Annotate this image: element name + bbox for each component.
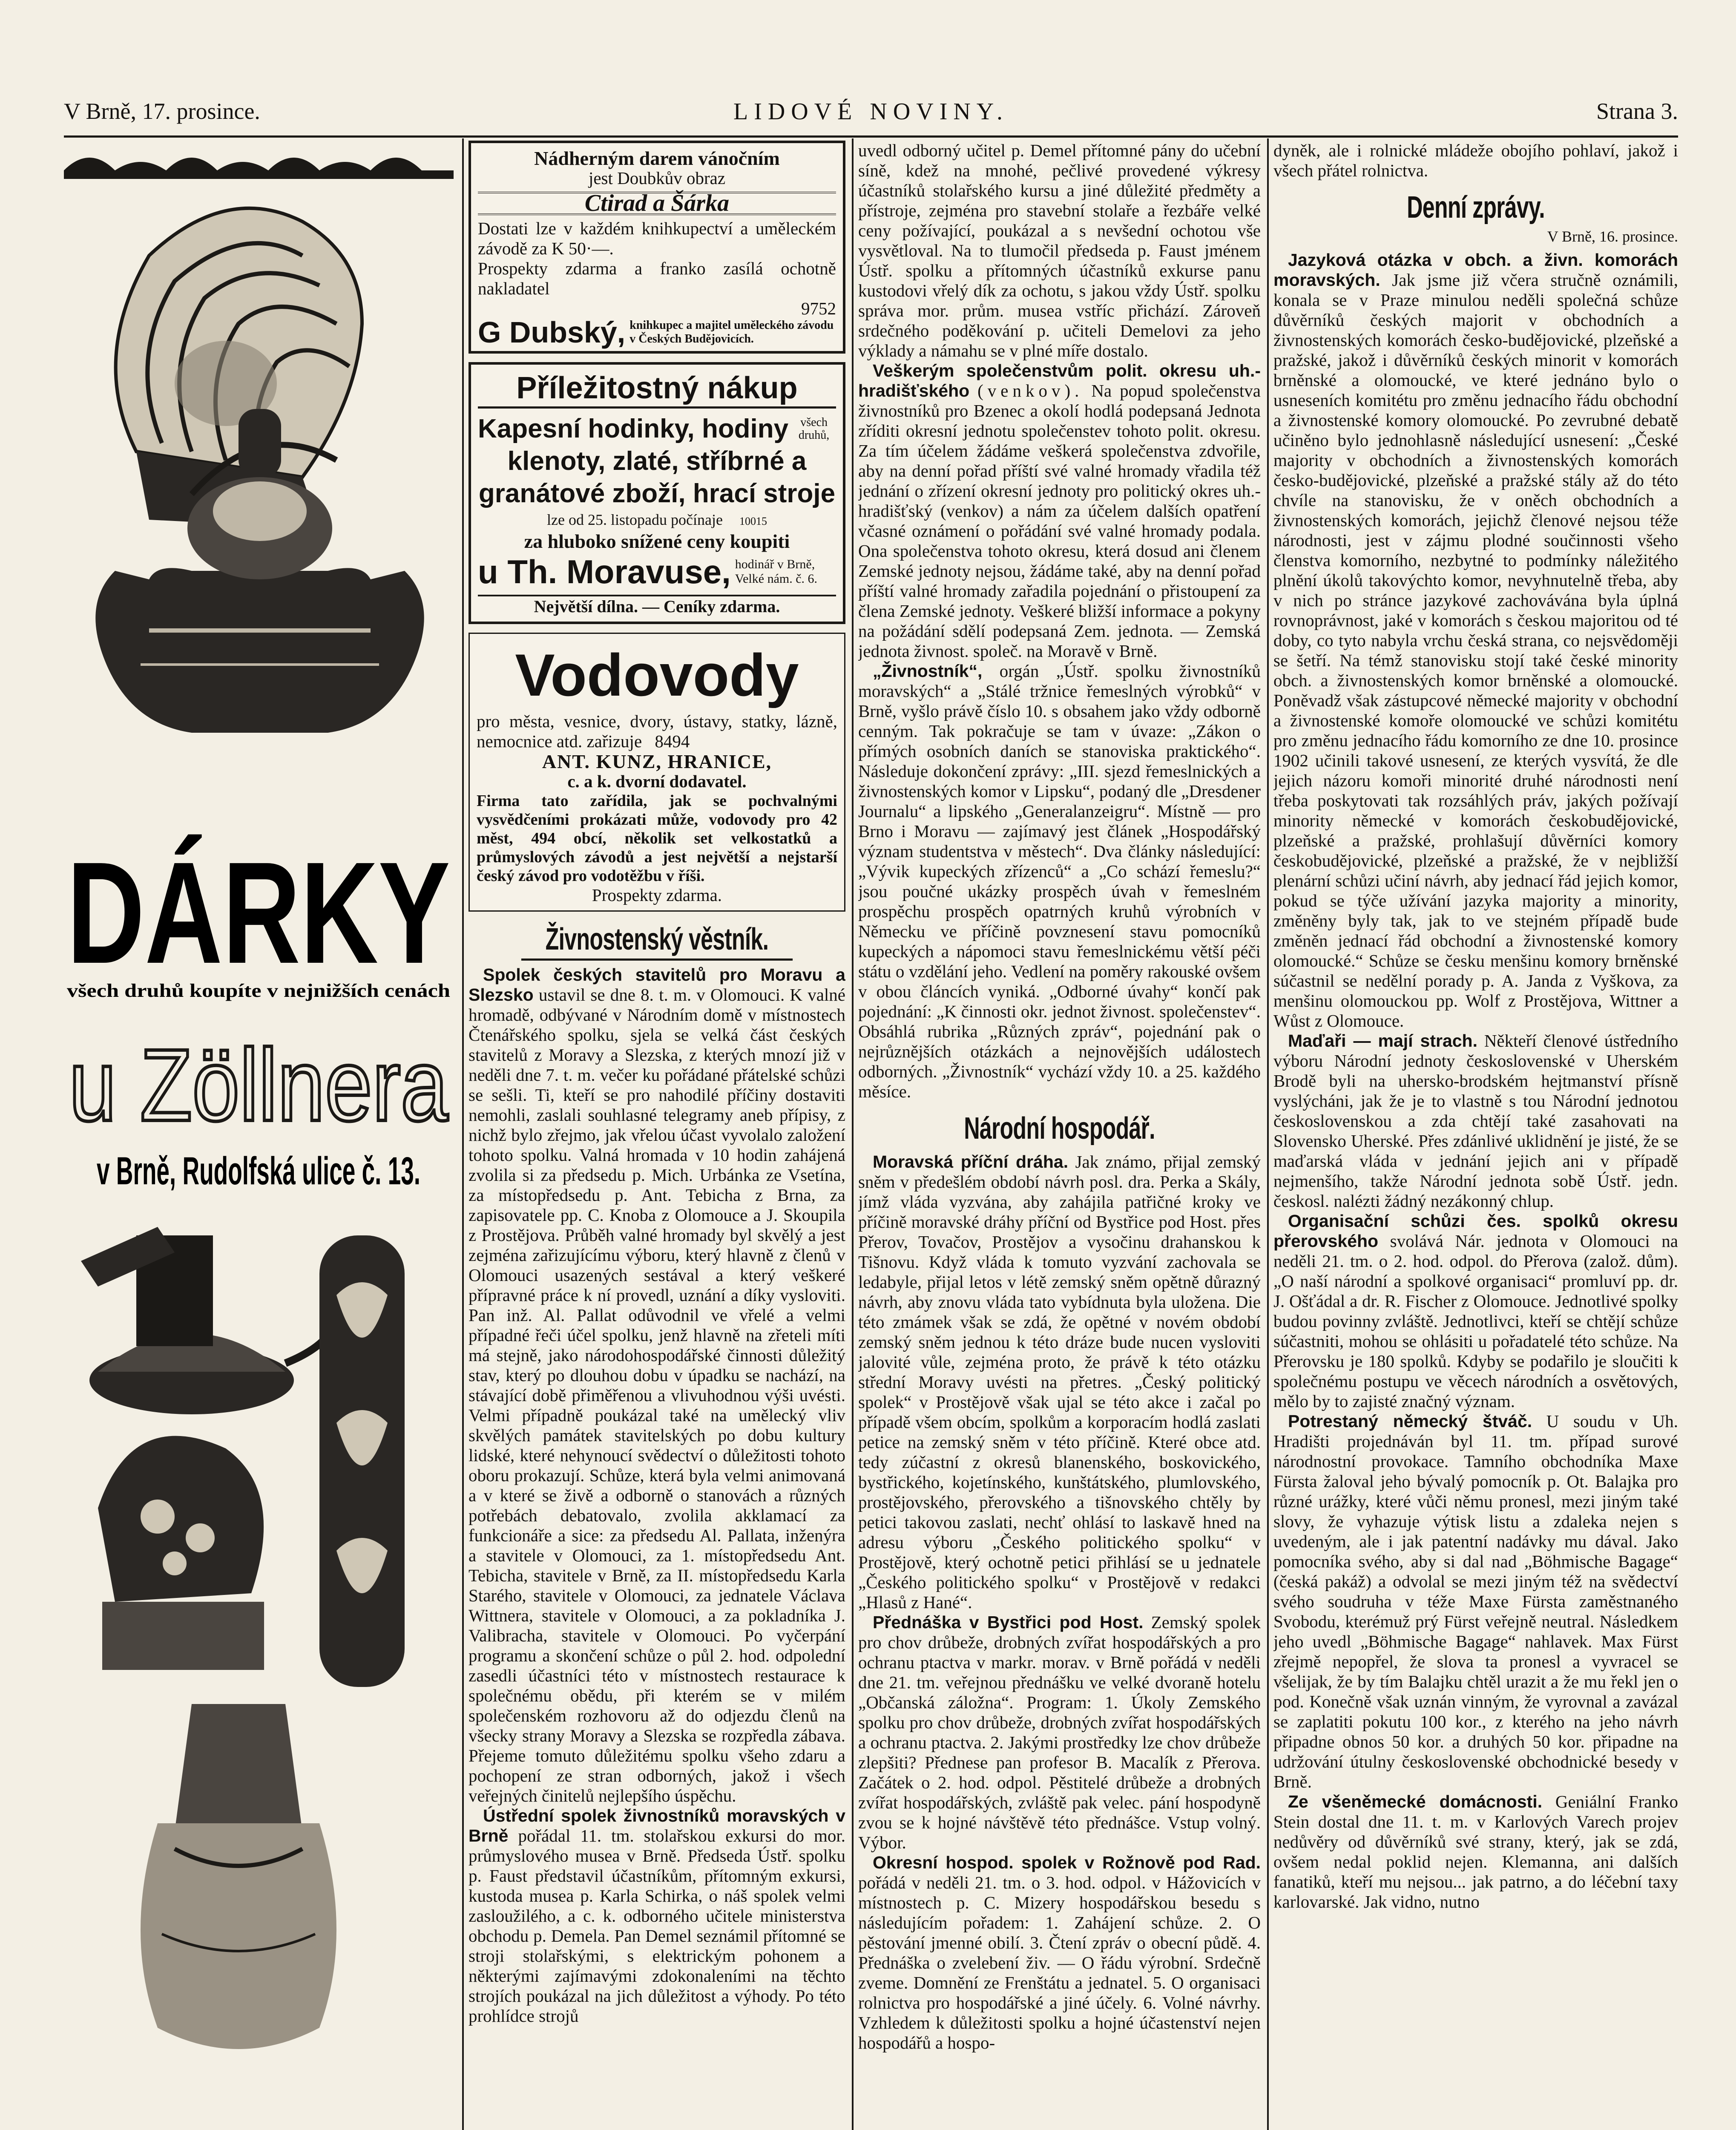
article-body: Někteří členové ústředního výboru Národní jednoty československé v Uherském Brodě byli na uhersko-brodském hejtmanství přísně vyslýcháni, jak že je to vlastně s tou Národní jednotou československou a zda chtějí také zasahovati na Slovensko Uherské. Přes zdánlivé uklidnění je jisté, že se maďarská vláda v jednání jejich ani v případě nejmenšího, takže Národní jednota sobě Ústř. jedn. českosl. nalézti žádný nezákonný chlup. bbox=[1273, 1031, 1678, 1211]
ad-signature bbox=[478, 315, 836, 349]
ad-text-body: pro města, vesnice, dvory, ústavy, statky, lázně, nemocnice atd. zařizuje bbox=[477, 711, 837, 751]
firm-desc: Firma tato zařídila, jak se pochvalnými vysvědčeními prokázati může, vodovody pro 42 měst, 494 obcí, několik set velkostatků a průmyslových závodů a jest největší a nejstarší český závod pro vodotěžbu v říši. bbox=[477, 792, 837, 885]
ad-number: 10015 bbox=[739, 515, 767, 527]
article-jazykova-otazka bbox=[1273, 250, 1678, 1031]
page-number: Strana 3. bbox=[1596, 98, 1678, 124]
article-subhead: (venkov). bbox=[977, 381, 1084, 400]
ad-moravus bbox=[468, 362, 845, 624]
ad-row bbox=[478, 413, 836, 445]
ad-line: Kapesní hodinky, hodiny bbox=[478, 414, 789, 443]
flower-box-illustration bbox=[98, 1436, 264, 1670]
article-body: ustavil se dne 8. t. m. v Olomouci. K valné hromadě, odbývané v Národním domě v místnostech Čtenářského spolku, sjela se velká část českých stavitelů z Moravy a Slezska, z kterých mnozí již v neděli dne 7. t. m. večer ku pořádané přátelské schůzi se sešli. Ti, kteří se pro nahodilé příčiny dostaviti nemohli, zaslali souhlasné telegramy aneb přípisy, z nichž bylo zřejmo, jak vřelou účast vyvolalo založení tohoto spolku. Valná hromada v 10 hodin zahájená zvolila si za předsedu p. Mich. Urbánka ze Vsetína, za místopředsedu p. Ant. Tebicha z Brna, za zapisovatele pp. C. Knoba z Olomouce a J. Skoupila z Prostějova. Průběh valné hromady byl skvělý a jest zejména zařizujícímu výboru, který hlavně z členů v Olomouci usazených sestával a který veškeré přípravné práce k ní provedl, uznání a díky vysloviti. Pan inž. Al. Pallat odůvodnil ve vřelé a velmi případné řeči účel spolku, jenž hlavně na zřeteli míti má stejně, jako národohospodářské činnosti důležitý stav, který po dlouhou dobu v úpadku se nachází, na stávající době přiměřenou a vlivuhodnou výši uvésti. Velmi případně poukázal také na umělecký vliv skvělých památek stavitelských po dobu kultury lidské, které nehynoucí svědectví o důležitosti tohoto oboru prokazují. Schůze, která byla velmi animovaná a v které se živě a odborně o stanovách a různých potřebách debatovalo, zvolila akklamací za funkcionáře a sice: za předsedu Al. Pallata, inženýra a stavitele v Olomouci, za 1. místopředsedu Ant. Tebicha, stavitele v Brně, za II. místopředsedu Karla Starého, stavitele v Olomouci, za jednatele Václava Wittnera, stavitele v Olomouci, a za pokladníka J. Valibracha, stavitele v Olomouci. Po vyčerpání programu a skončení schůze o půl 2. hod. odpolední zasedli účastníci této v místnostech restaurace k společnému obědu, při kterém se v milém společenském rozhovoru až do odjezdu členů na všecky strany Moravy a Slezska se rozpředla zábava. Přejeme tomuto důležitému spolku všeho zdaru a pochopení ze stran odborných, jakož i všech veřejných činitelů nejlepšího úspěchu. bbox=[468, 985, 845, 1805]
article-body: svolává Nár. jednota v Olomouci na neděli 21. tm. o 2. hod. odpol. do Přerova (založ. dům). „O naší národní a spolkové organisaci“ promluví pp. dr. J. Ošťádal a dr. R. Fischer z Olomouce. Jednotlivé spolky budou povinny zvláště. Jednotlivci, kteří se chtějí schůze súčastniti, mohou se ohlásiti u pořadatelé této schůze. Na Přerovsku je 180 spolků. Kdyby se podařilo je sloučiti k společnému postupu ve věcech národních a osvětových, mělo by to zajisté značný význam. bbox=[1273, 1231, 1678, 1411]
ad-line-small: všech druhů, bbox=[798, 416, 830, 442]
publisher-name: G Dubský, bbox=[478, 315, 626, 349]
article-stvac bbox=[1273, 1411, 1678, 1792]
purse-illustration bbox=[141, 1704, 336, 2049]
shop-name: u Zöllnera bbox=[69, 1028, 448, 1142]
publisher-desc: knihkupec a majitel uměleckého závodu v Českých Budějovicích. bbox=[629, 319, 834, 345]
article-continuation: dyněk, ale i rolnické mládeže obojího pohlaví, jakož i všech přátel rolnictva. bbox=[1273, 141, 1678, 180]
ad-footer: Největší dílna. — Ceníky zdarma. bbox=[478, 595, 836, 616]
firm-name: ANT. KUNZ, HRANICE, bbox=[542, 751, 772, 772]
ad-number: 8494 bbox=[655, 731, 690, 751]
article-zivnostnik bbox=[858, 661, 1261, 1102]
ad-title: Příležitostný nákup bbox=[478, 370, 836, 409]
ad-line: klenoty, zlaté, stříbrné a bbox=[507, 446, 807, 476]
article-headline: Spolek českých stavitelů pro Moravu a Slezsko bbox=[468, 965, 845, 1005]
ad-title: Vodovody bbox=[515, 642, 799, 708]
article-madari bbox=[1273, 1031, 1678, 1211]
article-headline: Ze všeněmecké domácnosti. bbox=[1288, 1792, 1543, 1811]
article-headline: Okresní hospod. spolek v Rožnově pod Rad. bbox=[873, 1853, 1261, 1872]
article-headline: Veškerým společenstvům polit. okresu uh.-hradišťského bbox=[858, 361, 1261, 400]
ad-title: Ctirad a Šárka bbox=[478, 192, 836, 215]
article-body: Jak jsme již včera stručně oznámili, konala se v Praze minulou neděli společná schůze důvěrníků českých majorit v obchodních a živnostenských komorách česko-budějovické, plzeňské a pražské, jakož i důvěrníků českých minorit v komorách brněnské a olomoucké, ve které jednáno bylo o usneseních komitétu pro změnu jednacího řádu obchodní a živnostenské komory olomoucké. Po zevrubné debatě učiněno bylo jednohlasně následující usnesení: „České majority v obchodních a živnostenských komorách česko-budějovické, plzeňské a pražské stály až do této chvíle na stanovisku, že v oněch obchodních a živnostenských komorách, jejichž členové nejsou téže národnosti, jest v zájmu plodné součinnosti všeho členstva komorního, nezbytné to podmínky náležitého plnění úkolů takovýchto komor, nevyhnutelně třeba, aby v nich po stránce jazykové zachovávána byla úplná rovnoprávnost, jaké v komorách s českou majoritou od té doby, co tyto nabyla vrchu česká strana, co nejsvědoměji se šetří. Na témž stanovisku stojí také české minority obch. a živnostenských komor brněnské a olomoucké. Poněvadž však zástupcové německé majority v obchodní a živnostenské komoře olomoucké ve schůzi komitétu pro změnu jednacího řádu komorního ze dne 10. prosince 1902 učinili takové usnesení, ze kterých vysvítá, že dle jejich názoru komoři minorité druhé národnosti není třeba poskytovati tak rozsáhlých práv, jakých požívají minority německé v komorách českobudějovické, plzeňské a pražské, prohlašují důvěrníci komory českobudějovické, plzeňské a pražské, že v nejbližší plenární schůzi učiní návrh, aby jednací řád jejich komor, pokud se týče užívání jazyka majority a minority, změněny byly tak, jak to ve stejném případě bude změněn jednací řád obchodní a živnostenské komory olomoucké.“ Schůze se česku menšinu komory brněnské súčastnil se nedělní porady p. A. Janda z Vyškova, za menšinu olomouckou pp. Wolf z Prostějova, Wittner a Wůst z Olomouce. bbox=[1273, 270, 1678, 1030]
darky-subtitle: všech druhů koupíte v nejnižších cenách bbox=[67, 980, 450, 1001]
ad-kunz-vodovody bbox=[468, 633, 845, 912]
article-headline: Přednáška v Bystřici pod Host. bbox=[873, 1612, 1144, 1632]
article-continuation: uvedl odborný učitel p. Demel přítomné pány do učební síně, kdež na mnohé, pečlivé provedené výkresy účastníků stolařského kursu a jiné důležité předměty a přístroje, zejména pro stavební stolaře a řezbáře velké ceny požívající, poukázal a s nevšední ochotou vše vysvětloval. Na to tlumočil předseda p. Faust jménem Ústř. spolku a přítomných účastníků exkurse panu kustodovi vřelý dík za ochotu, s jakou vždy Ústř. spolku správa mor. prům. musea vstříc přichází. Zároveň srdečného poděkování p. učiteli Demelovi za jeho výklady a námahu se v plné míře dostalo. bbox=[858, 141, 1261, 360]
article-body: Jak známo, přijal zemský sněm v předešlém období návrh posl. dra. Perka a Skály, jímž vláda vyzvána, aby zahájila patřičné kroky ve příčině moravské dráhy příční od Bystřice pod Host. přes Přerov, Tovačov, Prostějov a vysočinu drahanskou k Tišnovu. Když vláda k tomuto vyzvání zachovala se ledabyle, přijal letos v létě zemský sněm opětně důrazný návrh, aby znovu vláda tato vybídnuta byla uložena. Die této zmámek však se zdá, že opětné v novém období zemský sněm jednou k této dráze bude nucen vysloviti jalovité vůle, zejména proto, že právě k této otázku střední Moravy uvésti na přetres. „Český politický spolek“ v Prostějově však ujal se této akce i začal po případě všem obcím, spolkům a korporacím hodlá zaslati petice na zemský sněm v této příčině. Které obce atd. tedy zúčastní z okresů blanenského, boskovického, bystřického, kojetínského, kunštátského, plumlovského, prostějovského, přerovského a tišnovského chtěly by petici takovou zaslati, nechť ohlásí to laskavě hned na adresu výboru „Českého politického spolku“ v Prostějově, který ochotně petici přihlásí se u jednatele „Českého politického spolku“ v Prostějově v redakci „Hlasů z Hané“. bbox=[858, 1152, 1261, 1612]
zollner-advert bbox=[64, 145, 454, 2130]
article-headline: „Živnostník“, bbox=[873, 661, 983, 681]
article-vsenemecka bbox=[1273, 1792, 1678, 1912]
article-body: Geniální Franko Stein dostal dne 11. t. m. v Karlových Varech projev nedůvěry od důvěrníků své strany, který, jak se zdá, ovšem nedal poklid nejen. Klemanna, ani dalších fanatiků, kteří mu nejsou... jak patrno, a do léčební taxy karlovarské. Jak vidno, nutno bbox=[1273, 1792, 1678, 1911]
ad-headline: Nádherným darem vánočním bbox=[534, 147, 780, 169]
column-rule bbox=[462, 138, 464, 2130]
candlestick-illustration bbox=[81, 1227, 336, 1414]
article-headline: Potrestaný německý štváč. bbox=[1288, 1411, 1532, 1431]
article-organisacni-schuze bbox=[1273, 1211, 1678, 1411]
ad-line bbox=[478, 510, 836, 531]
column-2 bbox=[468, 141, 845, 2130]
column-rule bbox=[1267, 138, 1269, 2130]
article-ustredni-spolek bbox=[468, 1806, 845, 2026]
firm-subtitle: c. a k. dvorní dodavatel. bbox=[567, 771, 747, 791]
advert-illustrations bbox=[64, 145, 454, 2130]
column-rule bbox=[852, 138, 854, 2130]
article-pricni-draha bbox=[858, 1152, 1261, 1612]
ad-text bbox=[477, 711, 837, 751]
ad-line: granátové zboží, hrací stroje bbox=[478, 479, 836, 508]
article-roznov bbox=[858, 1853, 1261, 2053]
column-4 bbox=[1273, 141, 1678, 2130]
header-rule bbox=[64, 135, 1678, 138]
ad-footer: Prospekty zdarma. bbox=[592, 885, 722, 905]
place-date: V Brně, 17. prosince. bbox=[64, 98, 260, 124]
article-headline: Organisační schůzi čes. spolků okresu přerovského bbox=[1273, 1211, 1678, 1251]
section-title-denni-zpravy: Denní zprávy. bbox=[1407, 190, 1545, 225]
ad-signature bbox=[478, 551, 836, 592]
article-headline: Ústřední spolek živnostníků moravských v Brně bbox=[468, 1806, 845, 1845]
ornament-strip bbox=[64, 158, 454, 179]
darky-wordmark: DÁRKY bbox=[67, 832, 450, 994]
masthead: LIDOVÉ NOVINY. bbox=[733, 98, 1009, 125]
shop-address: v Brně, Rudolfská ulice č. 13. bbox=[97, 1149, 420, 1193]
ad-line: za hluboko snížené ceny koupiti bbox=[524, 530, 790, 552]
column-3 bbox=[858, 141, 1261, 2130]
article-spolek-stavitelu bbox=[468, 965, 845, 1806]
ad-number: 9752 bbox=[801, 299, 836, 318]
article-headline: Jazyková otázka v obch. a živn. komorách moravských. bbox=[1273, 250, 1678, 290]
article-body: pořádá v neděli 21. tm. o 3. hod. odpol. v Hážovicích v místnostech p. C. Mizery hospodářskou besedu s následujícím pořadem: 1. Zahájení schůze. 2. O pěstování jmenné obilí. 3. Čtení zpráv o obecní půdě. 4. Přednáška o zvelebení živ. — O řádu výrobní. Srdečně zveme. Domnění ze Frenštátu a jednatel. 5. O organisaci rolnictva pro hospodářské a jiné účely. 6. Volné návrhy. Vzhledem k důležitosti spolku a hojné účastenství nejen hospodářů a hospo- bbox=[858, 1873, 1261, 2052]
page-header bbox=[64, 98, 1678, 136]
ornamental-panel-illustration bbox=[319, 1235, 405, 1687]
ad-date: lze od 25. listopadu počínaje bbox=[547, 511, 723, 528]
article-body: U soudu v Uh. Hradišti projednáván byl 11. tm. případ surové národnostní provokace. Tamního obchodníka Maxe Fürsta žaloval jeho bývalý pomocník p. Ot. Balajka pro různé urážky, které vůči němu pronesl, mezi jiným také slovy, že vyhazuje výtisk listu a zdaleka nejen s uvedeným, ale i jak patentní nadávky mu dával. Jako pomocníka svého, aby si dal nad „Böhmische Bagage“ (česká pakáž) a odvolal se mezi jiným též na svědectví svého soudruha v téže Maxe Fürsta zaměstnaného Svobodu, kterémuž prý Fürst veřejně neutral. Následkem jeho uvedl „Böhmische Bagage“ nahlavek. Max Fürst zřejmě nepopřel, že slova ta pronesl a vyvracel se všelijak, že by tím Balajku chtěl urazit a že mu řekl jen o pod. Konečně však uznán vinným, že vyrovnal a zavázal se zaplatiti pokutu 100 kor., z kterého na jeho návrh připadne obnos 50 kor. a druhých 50 kor. připadne na udržování útulny československé obchodnické besedy v Brně. bbox=[1273, 1411, 1678, 1791]
ad-text: Prospekty zdarma a franko zasílá ochotně nakladatel bbox=[478, 259, 836, 298]
article-body: pořádal 11. tm. stolařskou exkursi do mor. průmyslového musea v Brně. Předseda Ústř. spolku p. Faust představil účastníkům, přítomným exkursi, kustoda musea p. Karla Schirka, o náš spolek velmi zasloužilého, a c. k. odborného učitele ministerstva obchodu p. Demela. Pan Demel seznámil přítomné se stroji stolařskými, s elektrickým pohonem a některými zajímavými zdokonaleními na těchto strojích poukázal na jich důležitost a výhody. Po této prohlídce strojů bbox=[468, 1826, 845, 2026]
shop-owner: u Th. Moravuse, bbox=[478, 553, 731, 590]
article-body: orgán „Ústř. spolku živnostníků moravských“ a „Stálé tržnice řemeslných výrobků“ v Brně, vyšlo právě číslo 10. s obsahem jako vždy odborně cenným. Tak pokračuje se tam v úvaze: „Zákon o přímých osobních daních se stanoviska praktického“. Následuje dokončení zprávy: „III. sjezd řemeslnických a živnostenských komor v Lipsku“, podaný dle „Dresdener Journalu“ a lipského „Generalanzeigru“. Místně — pro Brno i Moravu — zajímavý jest článek „Hospodářský význam studentstva v městech“. Dva články následující: „Vývik kupeckých zřízenců“ a „Co schází řemeslu?“ jsou poučné ukázky prospěch úvah v řemeslném prospěchu prospěch opatrných kruhů výrobních v Německu ve příčině povznesení stavu pomocníků kupeckých a nápomoci stavu řemeslnickému větší péči státu o vzdělání jeho. Vedlení na poměry rakouské ovšem v obou článcích vyniká. „Odborné úvahy“ končí pak pojednání: „K činnosti okr. jednot živnost. společenstev“. Obsáhlá rubrika „Různých zpráv“, pojednání pak o nejrůznějších otázkách a nejnovějších událostech odborných. „Živnostník“ vychází vždy 10. a 25. každého měsíce. bbox=[858, 661, 1261, 1101]
ad-line: jest Doubkův obraz bbox=[588, 168, 726, 188]
article-headline: Maďaři — mají strach. bbox=[1288, 1031, 1477, 1051]
article-prednaska bbox=[858, 1612, 1261, 1853]
article-body: Na popud společenstva živnostníků pro Bzenec a okolí hodlá podepsaná Jednota zříditi okresní jednotu společenstev tohoto polit. okresu. Za tím účelem žádáme veškerá společenstva zdvořile, aby na denní pořad příští své valné hromady vřadila též jednání o zřízení okresní jednoty pro politický okres uh.-hradišťský (venkov) a nám za účelem dalších opatření včasné oznámení o pořádání své valné hromady podala. Ona společenstva tohoto okresu, která dosud ani členem Zemské jednoty nejsou, žádáme také, aby na denní pořad příští valné hromady zařadila pojednání o přistoupení za člena Zemské jednoty. Veškeré bližší informace a pokyny na požádání sdělí podepsaná Zem. jednota. — Zemská jednota živnost. společ. na Moravě v Brně. bbox=[858, 381, 1261, 661]
section-title-narodni-hospodar: Národní hospodář. bbox=[964, 1111, 1155, 1146]
section-date: V Brně, 16. prosince. bbox=[1547, 228, 1678, 245]
article-body: Zemský spolek pro chov drůbeže, drobných zvířat hospodářských a pro ochranu ptactva v markr. morav. v Brně pořádá v neděli dne 21. tm. veřejnou přednášku ve velké dvoraně hotelu „Občanská záložna“. Program: 1. Úkoly Zemského spolku pro chov drůbeže, drobných zvířat hospodářských a ochranu ptactva. 2. Jakými prostředky lze chov drůbeže zlepšiti? Přednese pan profesor B. Macalík z Přerova. Začátek o 2. hod. odpol. Pěstitelé drůbeže a drobných zvířat hospodářských, zvláště pak velec. pání hospodyně zvou se k hojné návštěvě této přednášce. Vstup volný. Výbor. bbox=[858, 1612, 1261, 1852]
ad-doubek-picture bbox=[468, 141, 845, 354]
article-spolecenstva bbox=[858, 361, 1261, 661]
section-title-vestnik: Živnostenský věstník. bbox=[521, 920, 793, 961]
shop-desc: hodinář v Brně, Velké nám. č. 6. bbox=[735, 557, 818, 586]
ad-text: Dostati lze v každém knihkupectví a uměleckém závodě za K 50·—. bbox=[478, 219, 836, 258]
article-headline: Moravská příční dráha. bbox=[873, 1152, 1069, 1172]
